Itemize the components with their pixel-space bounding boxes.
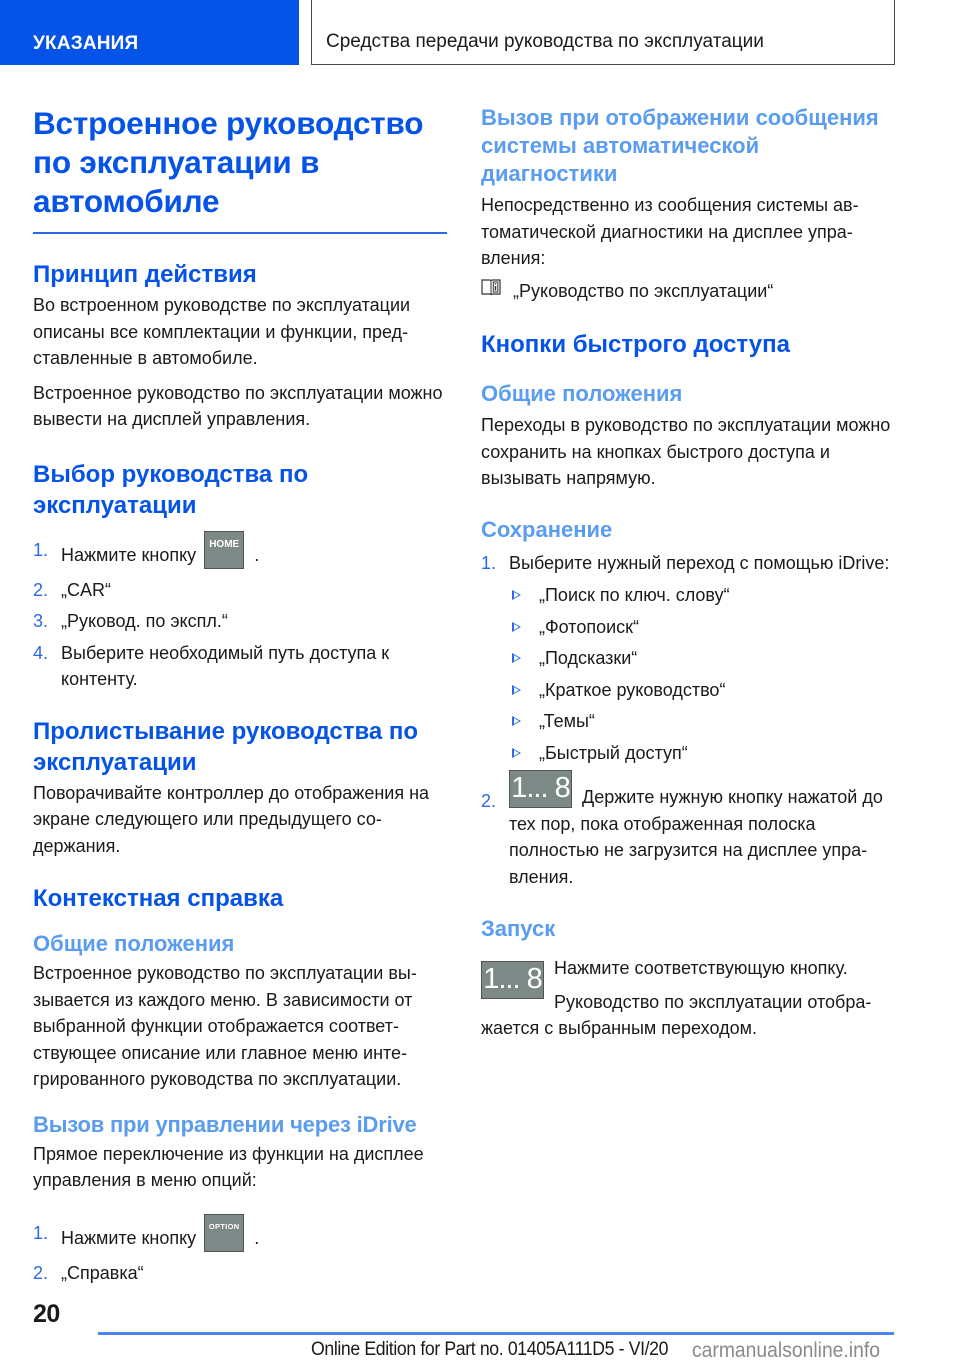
favorites-general-text: Переходы в руководство по эксплуатации можно сохранить на кнопках быстрого доступа и вызывать напрямую. <box>481 415 891 488</box>
triangle-bullet-icon <box>512 590 521 600</box>
heading-save: Сохранение <box>481 516 613 542</box>
step-text: Нажмите кнопку <box>61 1227 197 1248</box>
launch-text-1: Нажмите соответствующую кнопку. <box>554 958 848 978</box>
option-button-icon: OPTION <box>204 1214 244 1252</box>
triangle-bullet-icon <box>512 748 521 758</box>
heading-context-help: Контекстная справка <box>33 885 284 912</box>
home-button-icon: HOME <box>204 531 244 569</box>
save-steps <box>481 550 896 891</box>
triangle-bullet-icon <box>512 716 521 726</box>
list-item <box>509 582 896 609</box>
diagnostics-link-row <box>481 278 896 306</box>
idrive-text: Прямое переключение из функции на дисплее управления в меню опций: <box>33 1143 424 1190</box>
list-item <box>33 608 447 635</box>
heading-favorites-general: Общие положения <box>481 381 683 406</box>
option-text: „Фотопоиск“ <box>539 616 640 637</box>
left-column <box>33 104 447 1291</box>
list-item <box>33 1220 447 1258</box>
list-item <box>509 740 896 767</box>
option-text: „Темы“ <box>539 711 595 731</box>
heading-general: Общие положения <box>33 931 235 956</box>
triangle-bullet-icon <box>512 685 521 695</box>
list-item <box>33 537 447 575</box>
step-text: „Справка“ <box>61 1262 144 1283</box>
idrive-steps <box>33 1220 447 1287</box>
step-text: Держите нужную кнопку нажатой до тех пор, пока отображенная полоска полностью не загрузится на дисплее упра-вления. <box>509 787 883 887</box>
step-number: 4. <box>33 642 49 663</box>
principle-text-1: Во встроенном руководстве по эксплуатации описаны все комплектации и функции, пред-ставленные в автомобиле. <box>33 295 411 368</box>
section-tab-label: УКАЗАНИЯ <box>33 33 139 54</box>
diagnostics-link-text: „Руководство по эксплуатации“ <box>513 280 774 301</box>
heading-diagnostics: Вызов при отображении сообщения системы автоматической диагностики <box>481 105 879 186</box>
favorite-button-icon: 1... 8 <box>481 961 544 999</box>
edition-text: Online Edition for Part no. 01405A111D5 - VI/20 <box>311 1339 669 1360</box>
heading-favorites: Кнопки быстрого доступа <box>481 331 790 358</box>
page-number: 20 <box>33 1300 60 1328</box>
option-text: „Поиск по ключ. слову“ <box>539 585 730 605</box>
step-number: 2. <box>33 579 49 600</box>
book-info-icon <box>481 277 501 304</box>
step-text: „Руковод. по экспл.“ <box>61 611 228 631</box>
selection-steps <box>33 537 447 693</box>
heading-launch: Запуск <box>481 916 556 941</box>
chapter-title <box>311 0 895 65</box>
save-options <box>509 582 896 766</box>
launch-block <box>481 955 896 1042</box>
list-item <box>509 708 896 735</box>
step-suffix: . <box>254 544 260 565</box>
list-item <box>33 640 447 693</box>
option-text: „Быстрый доступ“ <box>539 742 688 763</box>
heading-selection: Выбор руководства по эксплуатации <box>33 460 309 519</box>
scrolling-text: Поворачивайте контроллер до отображения на экране следующего или предыдущего со-держания. <box>33 782 430 856</box>
list-item <box>481 550 896 767</box>
step-number: 2. <box>481 791 497 811</box>
launch-text-2: Руководство по эксплуатации отобра-жается с выбранным переходом. <box>481 991 872 1038</box>
chapter-title-label: Средства передачи руководства по эксплуатации <box>326 31 764 52</box>
step-number: 2. <box>33 1262 49 1283</box>
step-number: 1. <box>33 539 49 560</box>
list-item <box>509 645 896 672</box>
step-text: Нажмите кнопку <box>61 544 197 565</box>
option-text: „Краткое руководство“ <box>539 679 726 700</box>
triangle-bullet-icon <box>512 653 521 663</box>
triangle-bullet-icon <box>512 622 521 632</box>
step-text: „CAR“ <box>61 579 111 600</box>
section-tab <box>0 0 299 65</box>
general-text: Встроенное руководство по эксплуатации вы-зывается из каждого меню. В зависимости от выбранной функции отображается соответ-ствующее описание или главное меню инте-грированного руководства по эксплуатации. <box>33 963 417 1089</box>
footer-divider <box>98 1332 894 1335</box>
favorite-button-icon: 1... 8 <box>509 770 572 808</box>
list-item <box>33 577 447 604</box>
list-item <box>481 772 896 890</box>
step-suffix: . <box>254 1227 260 1248</box>
diagnostics-text: Непосредственно из сообщения системы ав-томатической диагностики на дисплее упра-вления: <box>481 195 859 268</box>
principle-text-2: Встроенное руководство по эксплуатации можно вывести на дисплей управления. <box>33 382 443 429</box>
watermark: carmanualsonline.info <box>692 1339 880 1362</box>
page-title: Встроенное руководство по эксплуатации в автомобиле <box>33 105 424 219</box>
right-column <box>481 104 896 1042</box>
list-item <box>509 677 896 704</box>
step-number: 1. <box>33 1222 49 1243</box>
list-item <box>509 614 896 641</box>
step-text: Выберите необходимый путь доступа к контенту. <box>61 642 390 689</box>
step-text: Выберите нужный переход с помощью iDrive: <box>509 552 890 573</box>
step-number: 3. <box>33 611 49 631</box>
option-text: „Подсказки“ <box>539 648 638 668</box>
list-item <box>33 1260 447 1287</box>
heading-idrive: Вызов при управлении через iDrive <box>33 1111 417 1137</box>
heading-principle: Принцип действия <box>33 261 257 288</box>
heading-scrolling: Пролистывание руководства по эксплуатации <box>33 717 419 776</box>
step-number: 1. <box>481 552 497 573</box>
